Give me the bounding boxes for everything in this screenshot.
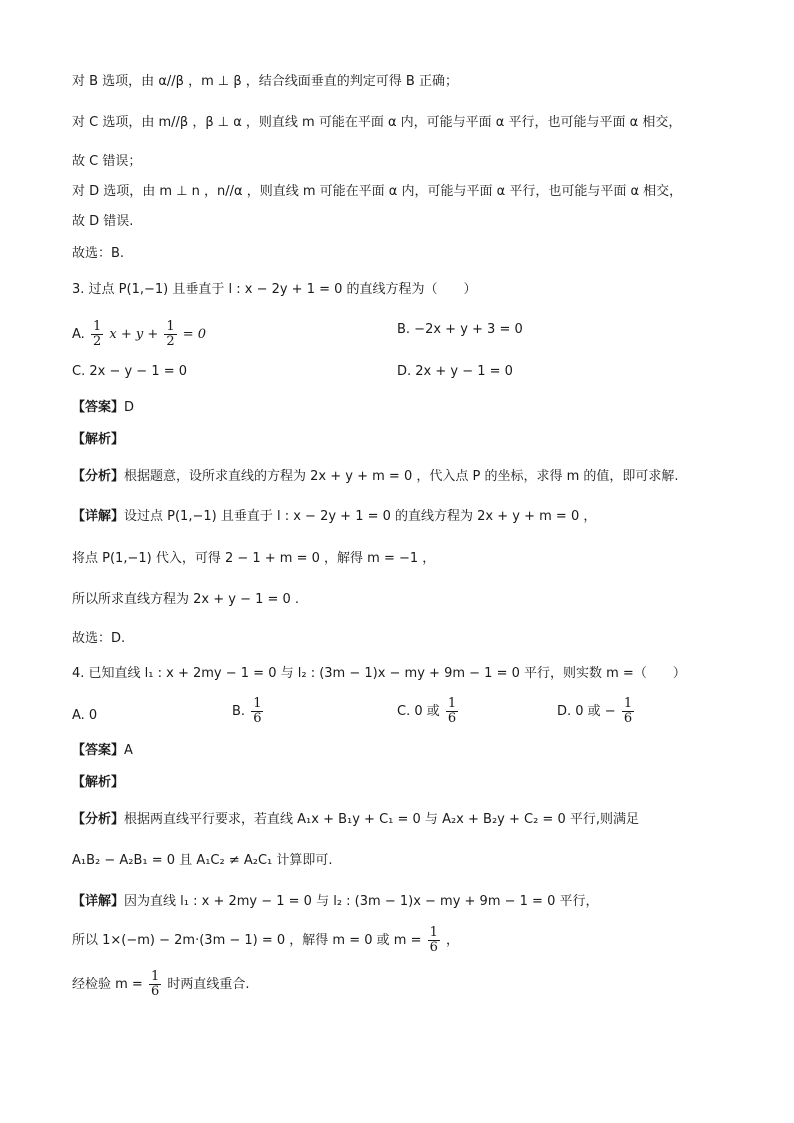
frac-denominator: 2 bbox=[92, 334, 102, 349]
xiangjie-text: 因为直线 l₁ : x + 2my − 1 = 0 与 l₂ : (3m − 1)x − my + 9m − 1 = 0 平行， bbox=[124, 894, 599, 909]
q3-option-a-tail: = 0 bbox=[182, 327, 207, 342]
q4-option-d-frac bbox=[622, 697, 634, 726]
frac-numerator: 1 bbox=[166, 319, 175, 334]
answer-value: A bbox=[124, 743, 133, 758]
q3-option-c: C. 2x − y − 1 = 0 bbox=[72, 364, 188, 379]
frac-numerator: 1 bbox=[253, 696, 262, 711]
d-option-line-1: 对 D 选项，由 m ⊥ n ，n//α ，则直线 m 可能在平面 α 内，可能与平面 α 平行，也可能与平面 α 相交， bbox=[72, 184, 683, 199]
q3-analysis-label: 【解析】 bbox=[72, 432, 125, 447]
choose-b-line: 故选：B. bbox=[72, 246, 125, 261]
q3-step3: 所以所求直线方程为 2x + y − 1 = 0 . bbox=[72, 592, 300, 607]
frac-denominator: 6 bbox=[447, 711, 457, 726]
fenxi-label: 【分析】 bbox=[72, 469, 125, 484]
q3-option-b: B. −2x + y + 3 = 0 bbox=[397, 322, 523, 337]
q4-step3-pre: 经检验 m = bbox=[72, 977, 143, 992]
frac-numerator: 1 bbox=[429, 925, 438, 940]
q4-step2-frac bbox=[428, 926, 440, 955]
frac-numerator: 1 bbox=[623, 696, 633, 711]
q4-step3-post: 时两直线重合. bbox=[167, 977, 250, 992]
q4-condition: A₁B₂ − A₂B₁ = 0 且 A₁C₂ ≠ A₂C₁ 计算即可. bbox=[72, 853, 333, 868]
frac-denominator: 6 bbox=[253, 711, 262, 726]
q3-answer bbox=[72, 398, 134, 418]
q4-option-d bbox=[557, 697, 636, 726]
b-option-line: 对 B 选项，由 α//β ，m ⊥ β ，结合线面垂直的判定可得 B 正确； bbox=[72, 74, 458, 89]
q3-option-a bbox=[72, 320, 206, 349]
q4-step2 bbox=[72, 926, 459, 955]
q4-option-c bbox=[397, 697, 460, 726]
q4-analysis-label: 【解析】 bbox=[72, 775, 125, 790]
q4-option-b-frac bbox=[251, 697, 263, 726]
q4-option-a: A. 0 bbox=[72, 708, 98, 723]
q3-option-a-frac1 bbox=[91, 320, 103, 349]
q4-step3-frac bbox=[149, 970, 161, 999]
c-option-line-1: 对 C 选项，由 m//β ，β ⊥ α ，则直线 m 可能在平面 α 内，可能与平面 α 平行，也可能与平面 α 相交， bbox=[72, 115, 682, 130]
xiangjie-label: 【详解】 bbox=[72, 509, 125, 524]
frac-denominator: 6 bbox=[150, 984, 160, 999]
q3-step2: 将点 P(1,−1) 代入，可得 2 − 1 + m = 0 ，解得 m = −1 ， bbox=[72, 551, 436, 566]
q3-xiangjie bbox=[72, 507, 596, 527]
q4-xiangjie bbox=[72, 892, 598, 912]
q4-option-c-frac bbox=[446, 697, 458, 726]
q4-fenxi bbox=[72, 810, 639, 830]
q4-option-d-label: D. 0 或 − bbox=[557, 704, 616, 719]
q4-step3 bbox=[72, 970, 250, 999]
frac-numerator: 1 bbox=[447, 696, 457, 711]
q3-fenxi bbox=[72, 467, 679, 487]
answer-value: D bbox=[124, 400, 135, 415]
q4-option-b bbox=[232, 697, 265, 726]
q4-stem: 4. 已知直线 l₁ : x + 2my − 1 = 0 与 l₂ : (3m − 1)x − my + 9m − 1 = 0 平行，则实数 m =（ ） bbox=[72, 666, 686, 681]
xiangjie-label: 【详解】 bbox=[72, 894, 125, 909]
q3-choose: 故选：D. bbox=[72, 631, 126, 646]
frac-denominator: 6 bbox=[623, 711, 633, 726]
fenxi-label: 【分析】 bbox=[72, 812, 125, 827]
q4-answer bbox=[72, 741, 133, 761]
q3-option-a-frac2 bbox=[164, 320, 176, 349]
q4-option-b-label: B. bbox=[232, 704, 246, 719]
q3-stem: 3. 过点 P(1,−1) 且垂直于 l : x − 2y + 1 = 0 的直线方程为（ ） bbox=[72, 282, 477, 297]
fenxi-text: 根据两直线平行要求，若直线 A₁x + B₁y + C₁ = 0 与 A₂x + B₂y + C₂ = 0 平行,则满足 bbox=[124, 812, 639, 827]
answer-label: 【答案】 bbox=[72, 400, 125, 415]
frac-denominator: 6 bbox=[429, 940, 438, 955]
q3-option-a-mid: x + y + bbox=[109, 327, 159, 342]
frac-numerator: 1 bbox=[150, 969, 160, 984]
d-option-line-2: 故 D 错误. bbox=[72, 214, 134, 229]
q4-step2-post: ， bbox=[446, 933, 460, 948]
q4-step2-pre: 所以 1×(−m) − 2m·(3m − 1) = 0 ，解得 m = 0 或 m = bbox=[72, 933, 422, 948]
frac-denominator: 2 bbox=[166, 334, 175, 349]
answer-label: 【答案】 bbox=[72, 743, 125, 758]
q3-option-d: D. 2x + y − 1 = 0 bbox=[397, 364, 513, 379]
q4-option-c-label: C. 0 或 bbox=[397, 704, 440, 719]
frac-numerator: 1 bbox=[92, 319, 102, 334]
xiangjie-text: 设过点 P(1,−1) 且垂直于 l : x − 2y + 1 = 0 的直线方程为 2x + y + m = 0 ， bbox=[124, 509, 597, 524]
q3-option-a-label: A. bbox=[72, 327, 85, 342]
c-option-line-2: 故 C 错误； bbox=[72, 154, 142, 169]
fenxi-text: 根据题意，设所求直线的方程为 2x + y + m = 0 ，代入点 P 的坐标，求得 m 的值，即可求解. bbox=[124, 469, 679, 484]
